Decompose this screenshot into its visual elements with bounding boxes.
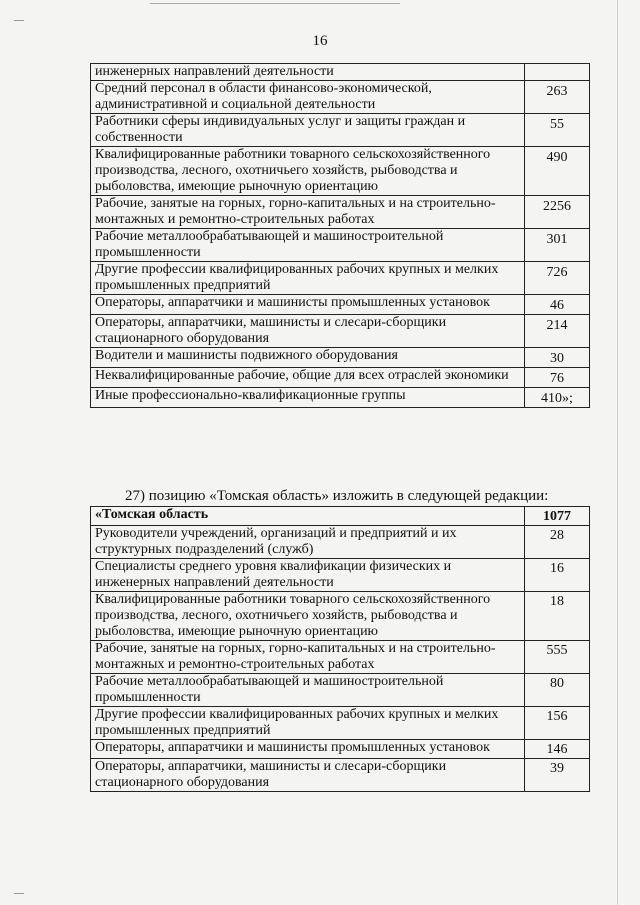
- row-value: 55: [525, 114, 590, 147]
- row-value: 2256: [525, 196, 590, 229]
- row-value: 30: [525, 348, 590, 368]
- row-name: Операторы, аппаратчики и машинисты промышленных установок: [91, 295, 525, 315]
- amendment-paragraph: 27) позицию «Томская область» изложить в следующей редакции:: [125, 488, 549, 504]
- row-value: 76: [525, 368, 590, 388]
- row-value: 726: [525, 262, 590, 295]
- row-value: 18: [525, 592, 590, 641]
- region-name: «Томская область: [91, 507, 525, 526]
- row-value: 39: [525, 759, 590, 792]
- row-value: 214: [525, 315, 590, 348]
- page-number: 16: [312, 33, 328, 49]
- table-header-row: [91, 507, 590, 526]
- table-row: [91, 759, 590, 792]
- table-row: [91, 707, 590, 740]
- table-row: [91, 559, 590, 592]
- table-row: [91, 196, 590, 229]
- occupation-table-previous: [90, 63, 590, 408]
- row-name: Квалифицированные работники товарного сельскохозяйственного производства, лесного, охотничьего хозяйств, рыбоводства и рыболовства, имеющие рыночную ориентацию: [91, 147, 525, 196]
- row-name: Другие профессии квалифицированных рабочих крупных и мелких промышленных предприятий: [91, 262, 525, 295]
- row-value: 80: [525, 674, 590, 707]
- row-value: 263: [525, 81, 590, 114]
- occupation-table-tomsk: [90, 506, 590, 792]
- row-name: Рабочие металлообрабатывающей и машиностроительной промышленности: [91, 674, 525, 707]
- row-name: Руководители учреждений, организаций и предприятий и их структурных подразделений (служб): [91, 526, 525, 559]
- scan-edge: [617, 0, 618, 905]
- row-name: Операторы, аппаратчики и машинисты промышленных установок: [91, 740, 525, 759]
- row-value: 410»;: [525, 388, 590, 408]
- row-name: Неквалифицированные рабочие, общие для всех отраслей экономики: [91, 368, 525, 388]
- table-row: [91, 147, 590, 196]
- row-name: Водители и машинисты подвижного оборудования: [91, 348, 525, 368]
- table-row: [91, 229, 590, 262]
- region-total: 1077: [525, 507, 590, 526]
- row-value: 46: [525, 295, 590, 315]
- table-row: [91, 262, 590, 295]
- row-name: Рабочие, занятые на горных, горно-капитальных и на строительно-монтажных и ремонтно-строительных работах: [91, 196, 525, 229]
- row-value: 555: [525, 641, 590, 674]
- row-name: инженерных направлений деятельности: [91, 64, 525, 81]
- table-row: [91, 740, 590, 759]
- row-value: 146: [525, 740, 590, 759]
- row-value: 301: [525, 229, 590, 262]
- table-row: [91, 64, 590, 81]
- row-name: Операторы, аппаратчики, машинисты и слесари-сборщики стационарного оборудования: [91, 315, 525, 348]
- row-name: Операторы, аппаратчики, машинисты и слесари-сборщики стационарного оборудования: [91, 759, 525, 792]
- row-value: 156: [525, 707, 590, 740]
- row-value: 28: [525, 526, 590, 559]
- table-row: [91, 348, 590, 368]
- table-row: [91, 295, 590, 315]
- row-value: 16: [525, 559, 590, 592]
- table-row: [91, 388, 590, 408]
- row-name: Иные профессионально-квалификационные группы: [91, 388, 525, 408]
- row-name: Средний персонал в области финансово-экономической, административной и социальной деятельности: [91, 81, 525, 114]
- row-name: Другие профессии квалифицированных рабочих крупных и мелких промышленных предприятий: [91, 707, 525, 740]
- table-row: [91, 674, 590, 707]
- table-row: [91, 641, 590, 674]
- table-row: [91, 315, 590, 348]
- row-name: Рабочие металлообрабатывающей и машиностроительной промышленности: [91, 229, 525, 262]
- scan-artifact-top: [150, 3, 400, 4]
- table-row: [91, 592, 590, 641]
- row-name: Специалисты среднего уровня квалификации физических и инженерных направлений деятельности: [91, 559, 525, 592]
- row-value: [525, 64, 590, 81]
- table-row: [91, 114, 590, 147]
- row-name: Квалифицированные работники товарного сельскохозяйственного производства, лесного, охотничьего хозяйств, рыбоводства и рыболовства, имеющие рыночную ориентацию: [91, 592, 525, 641]
- table-row: [91, 81, 590, 114]
- table-row: [91, 526, 590, 559]
- table-row: [91, 368, 590, 388]
- row-value: 490: [525, 147, 590, 196]
- row-name: Работники сферы индивидуальных услуг и защиты граждан и собственности: [91, 114, 525, 147]
- row-name: Рабочие, занятые на горных, горно-капитальных и на строительно-монтажных и ремонтно-строительных работах: [91, 641, 525, 674]
- scan-artifact-bottom: [14, 893, 24, 894]
- scan-artifact-left: [14, 20, 24, 21]
